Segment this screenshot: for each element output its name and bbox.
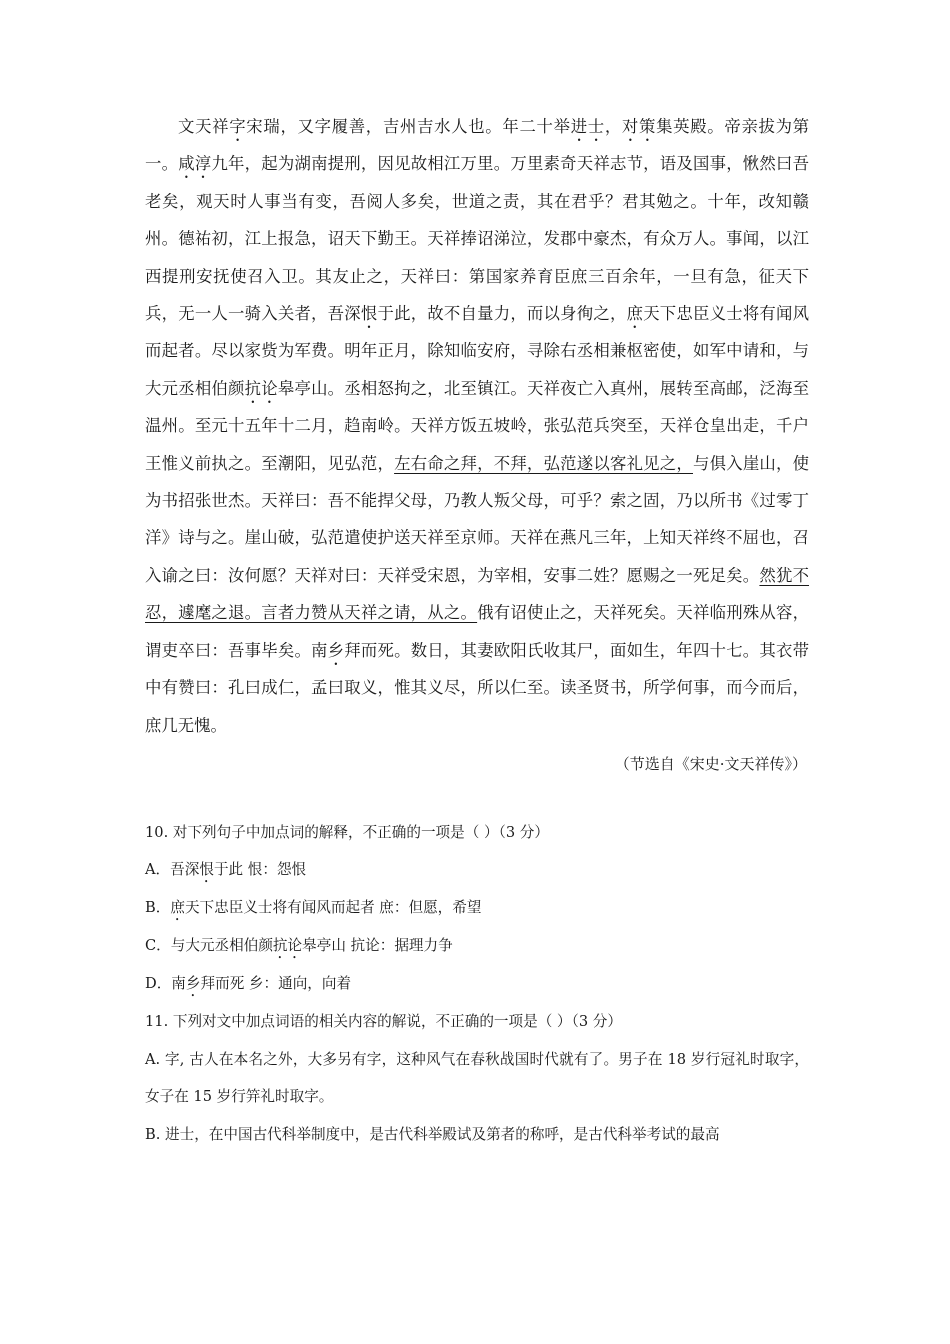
underlined-sentence-1: 左右命之拜，不拜，弘范遂以客礼见之， bbox=[394, 453, 693, 473]
question-10-stem: 10. 对下列句子中加点词的解释，不正确的一项是（ ）（3 分） bbox=[145, 823, 549, 841]
classical-passage: 文天祥字宋瑞，又字履善，吉州吉水人也。年二十举进士，对策集英殿。帝亲拔为第一。咸淳九年，起为湖南提刑，因见故相江万里。万里素奇天祥志节，语及国事，愀然曰吾老矣，观天时人事当有变，吾阅人多矣，世道之责，其在君乎？君其勉之。十年，改知赣州。德祐初，江上报急，诏天下勤王。天祥捧诏涕泣，发郡中豪杰，有众万人。事闻，以江西提刑安抚使召入卫。其友止之，天祥曰：第国家养育臣庶三百余年，一旦有急，征天下兵，无一人一骑入关者，吾深恨于此，故不自量力，而以身徇之，庶天下忠臣义士将有闻风而起者。尽以家赀为军费。明年正月，除知临安府，寻除右丞相兼枢密使，如军中请和，与大元丞相伯颜抗论皋亭山。丞相怒拘之，北至镇江。天祥夜亡入真州，展转至高邮，泛海至温州。至元十五年十二月，趋南岭。天祥方饭五坡岭，张弘范兵突至，天祥仓皇出走，千户王惟义前执之。至潮阳，见弘范，左右命之拜，不拜，弘范遂以客礼见之，与俱入崖山，使为书招张世杰。天祥曰：吾不能捍父母，乃教人叛父母，可乎？索之固，乃以所书《过零丁洋》诗与之。崖山破，弘范遣使护送天祥至京师。天祥在燕凡三年，上知天祥终不屈也，召入谕之曰：汝何愿？天祥对曰：天祥受宋恩，为宰相，安事二姓？愿赐之一死足矣。然犹不忍，遽麾之退。言者力赞从天祥之请，从之。俄有诏使止之，天祥死矣。天祥临刑殊从容，谓吏卒曰：吾事毕矣。南乡拜而死。数日，其妻欧阳氏收其尸，面如生，年四十七。其衣带中有赞曰：孔曰成仁，孟曰取义，惟其义尽，所以仁至。读圣贤书，所学何事，而今而后，庶几无愧。 bbox=[145, 117, 810, 735]
exam-page bbox=[145, 108, 809, 1154]
dotted-word-hen: 恨 bbox=[360, 304, 378, 324]
question-11-option-b: B. 进士，在中国古代科举制度中，是古代科举殿试及第者的称呼，是古代科举考试的最高 bbox=[145, 1125, 720, 1143]
dotted-word-zi: 字 bbox=[229, 117, 247, 136]
dotted-word-xianchun: 咸淳 bbox=[178, 154, 212, 174]
dotted-word-xiang: 乡 bbox=[327, 640, 345, 660]
underlined-sentence-2: 然犹不忍，遽麾之退。言者力赞从天祥之请，从之。 bbox=[145, 565, 810, 623]
question-10-option-d: D．南乡拜而死 乡：通向，向着 bbox=[145, 974, 352, 992]
dotted-word-shu: 庶 bbox=[626, 304, 644, 324]
question-11-stem: 11. 下列对文中加点词语的相关内容的解说，不正确的一项是（ ）（3 分） bbox=[145, 1012, 622, 1030]
dotted-word-kanglun: 抗论 bbox=[244, 378, 278, 398]
questions-section bbox=[145, 815, 809, 1154]
question-11-option-a: A. 字, 古人在本名之外，大多另有字，这种风气在春秋战国时代就有了。男子在 18 岁行冠礼时取字，女子在 15 岁行笄礼时取字。 bbox=[145, 1050, 809, 1106]
dotted-word-duice: 对策 bbox=[621, 117, 657, 136]
question-10-option-a: A．吾深恨于此 恨：怨恨 bbox=[145, 860, 307, 878]
dotted-word-jinshi: 进士 bbox=[570, 117, 605, 136]
question-10-option-b: B．庶天下忠臣义士将有闻风而起者 庶：但愿，希望 bbox=[145, 898, 482, 916]
passage-source: （节选自《宋史·文天祥传》） bbox=[614, 754, 807, 773]
question-10-option-c: C．与大元丞相伯颜抗论皋亭山 抗论：据理力争 bbox=[145, 936, 453, 954]
